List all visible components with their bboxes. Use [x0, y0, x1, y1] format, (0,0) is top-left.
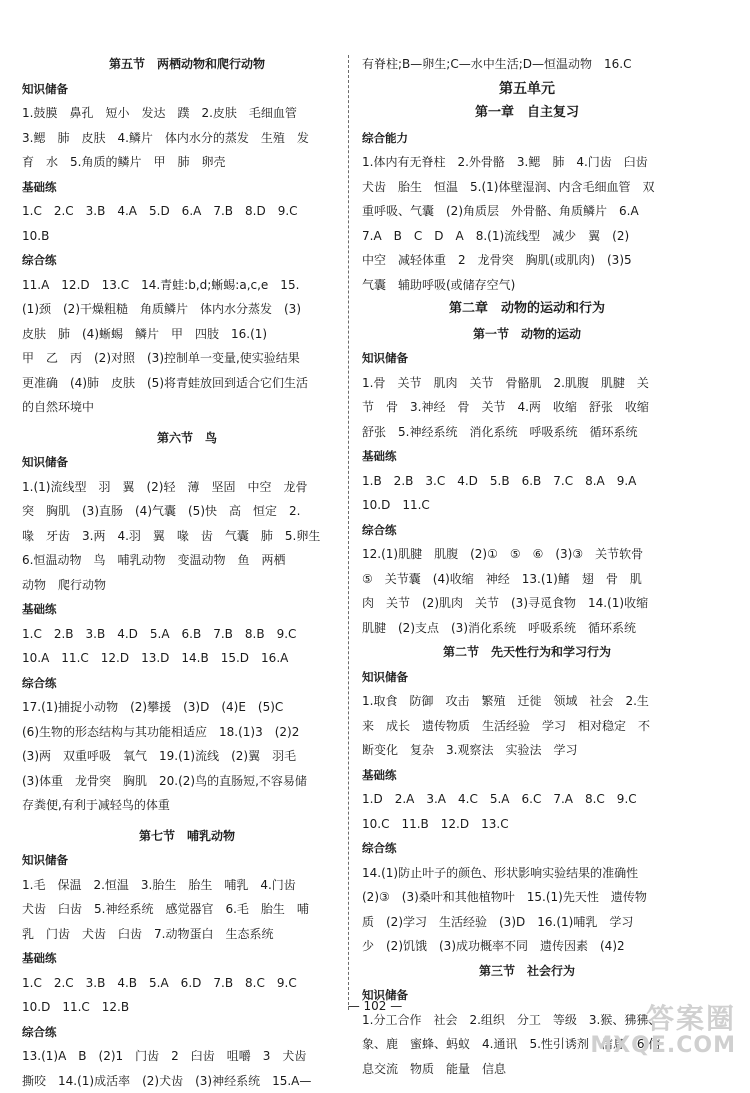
left-column — [22, 52, 352, 1093]
subsection-label: 基础练 — [22, 946, 352, 971]
answer-line: 撕咬 14.(1)成活率 (2)犬齿 (3)神经系统 15.A— — [22, 1069, 352, 1093]
answer-line: 存粪便,有利于减轻鸟的体重 — [22, 793, 352, 818]
subsection-label: 综合练 — [22, 248, 352, 273]
answer-line: 节 骨 3.神经 骨 关节 4.两 收缩 舒张 收缩 — [362, 395, 692, 420]
answer-line: 1.D 2.A 3.A 4.C 5.A 6.C 7.A 8.C 9.C — [362, 787, 692, 812]
answer-line: 突 胸肌 (3)直肠 (4)气囊 (5)快 高 恒定 2. — [22, 499, 352, 524]
answer-line: 3.鳃 肺 皮肤 4.鳞片 体内水分的蒸发 生殖 发 — [22, 126, 352, 151]
answer-line: (6)生物的形态结构与其功能相适应 18.(1)3 (2)2 — [22, 720, 352, 745]
answer-line: 1.B 2.B 3.C 4.D 5.B 6.B 7.C 8.A 9.A — [362, 469, 692, 494]
answer-line: 来 成长 遗传物质 生活经验 学习 相对稳定 不 — [362, 714, 692, 739]
section-heading: 第七节 哺乳动物 — [22, 824, 352, 849]
answer-line: 7.A B C D A 8.(1)流线型 减少 翼 (2) — [362, 224, 692, 249]
answer-line: 1.(1)流线型 羽 翼 (2)轻 薄 坚固 中空 龙骨 — [22, 475, 352, 500]
answer-line: 乳 门齿 犬齿 臼齿 7.动物蛋白 生态系统 — [22, 922, 352, 947]
answer-line: 11.A 12.D 13.C 14.青蛙:b,d;蜥蜴:a,c,e 15. — [22, 273, 352, 298]
unit-heading: 第五单元 — [362, 77, 692, 102]
answer-line: 10.D 11.C 12.B — [22, 995, 352, 1020]
subsection-label: 综合能力 — [362, 126, 692, 151]
section-heading: 第六节 鸟 — [22, 426, 352, 451]
answer-line: 10.A 11.C 12.D 13.D 14.B 15.D 16.A — [22, 646, 352, 671]
page-number: — 102 — — [0, 997, 750, 1015]
subsection-label: 基础练 — [22, 175, 352, 200]
answer-line: 1.C 2.C 3.B 4.B 5.A 6.D 7.B 8.C 9.C — [22, 971, 352, 996]
answer-line: 6.恒温动物 鸟 哺乳动物 变温动物 鱼 两栖 — [22, 548, 352, 573]
chapter-heading: 第二章 动物的运动和行为 — [362, 297, 692, 322]
subsection-label: 综合练 — [22, 671, 352, 696]
answer-line: 12.(1)肌腱 肌腹 (2)① ⑤ ⑥ (3)③ 关节软骨 — [362, 542, 692, 567]
answer-line: 10.C 11.B 12.D 13.C — [362, 812, 692, 837]
answer-line: 1.取食 防御 攻击 繁殖 迁徙 领域 社会 2.生 — [362, 689, 692, 714]
answer-line: (3)两 双重呼吸 氧气 19.(1)流线 (2)翼 羽毛 — [22, 744, 352, 769]
answer-line: 1.毛 保温 2.恒温 3.胎生 胎生 哺乳 4.门齿 — [22, 873, 352, 898]
answer-line: (2)③ (3)桑叶和其他植物叶 15.(1)先天性 遗传物 — [362, 885, 692, 910]
answer-line: 14.(1)防止叶子的颜色、形状影响实验结果的准确性 — [362, 861, 692, 886]
answer-line: 更准确 (4)肺 皮肤 (5)将青蛙放回到适合它们生活 — [22, 371, 352, 396]
answer-line: 有脊柱;B—卵生;C—水中生活;D—恒温动物 16.C — [362, 52, 692, 77]
subsection-label: 知识储备 — [22, 848, 352, 873]
chapter-heading: 第一章 自主复习 — [362, 101, 692, 126]
answer-line: 肉 关节 (2)肌肉 关节 (3)寻觅食物 14.(1)收缩 — [362, 591, 692, 616]
answer-line: 喙 牙齿 3.两 4.羽 翼 喙 齿 气囊 肺 5.卵生 — [22, 524, 352, 549]
answer-line: 断变化 复杂 3.观察法 实验法 学习 — [362, 738, 692, 763]
section-heading: 第五节 两栖动物和爬行动物 — [22, 52, 352, 77]
answer-line: 重呼吸、气囊 (2)角质层 外骨骼、角质鳞片 6.A — [362, 199, 692, 224]
answer-line: 1.分工合作 社会 2.组织 分工 等级 3.猴、狒狒、 — [362, 1008, 692, 1033]
answer-line: 的自然环境中 — [22, 395, 352, 420]
answer-line: ⑤ 关节囊 (4)收缩 神经 13.(1)鳍 翅 骨 肌 — [362, 567, 692, 592]
answer-line: 质 (2)学习 生活经验 (3)D 16.(1)哺乳 学习 — [362, 910, 692, 935]
answer-line: 肌腱 (2)支点 (3)消化系统 呼吸系统 循环系统 — [362, 616, 692, 641]
answer-line: 13.(1)A B (2)1 门齿 2 臼齿 咀嚼 3 犬齿 — [22, 1044, 352, 1069]
column-divider — [348, 55, 349, 1010]
subsection-label: 基础练 — [362, 763, 692, 788]
answer-line: 犬齿 臼齿 5.神经系统 感觉器官 6.毛 胎生 哺 — [22, 897, 352, 922]
answer-line: 甲 乙 丙 (2)对照 (3)控制单一变量,使实验结果 — [22, 346, 352, 371]
section-heading: 第二节 先天性行为和学习行为 — [362, 640, 692, 665]
answer-line: 舒张 5.神经系统 消化系统 呼吸系统 循环系统 — [362, 420, 692, 445]
subsection-label: 基础练 — [362, 444, 692, 469]
subsection-label: 知识储备 — [362, 346, 692, 371]
answer-line: (3)体重 龙骨突 胸肌 20.(2)鸟的直肠短,不容易储 — [22, 769, 352, 794]
answer-line: 1.骨 关节 肌肉 关节 骨骼肌 2.肌腹 肌腱 关 — [362, 371, 692, 396]
answer-line: 10.D 11.C — [362, 493, 692, 518]
section-heading: 第三节 社会行为 — [362, 959, 692, 984]
subsection-label: 综合练 — [362, 518, 692, 543]
answer-line: 1.C 2.C 3.B 4.A 5.D 6.A 7.B 8.D 9.C — [22, 199, 352, 224]
answer-line: 中空 减轻体重 2 龙骨突 胸肌(或肌肉) (3)5 — [362, 248, 692, 273]
subsection-label: 综合练 — [22, 1020, 352, 1045]
subsection-label: 知识储备 — [22, 77, 352, 102]
subsection-label: 综合练 — [362, 836, 692, 861]
watermark-logo — [590, 1004, 736, 1058]
right-column — [362, 52, 692, 1081]
subsection-label: 知识储备 — [22, 450, 352, 475]
answer-line: 1.C 2.B 3.B 4.D 5.A 6.B 7.B 8.B 9.C — [22, 622, 352, 647]
answer-line: 少 (2)饥饿 (3)成功概率不同 遗传因素 (4)2 — [362, 934, 692, 959]
subsection-label: 知识储备 — [362, 665, 692, 690]
answer-line: 象、鹿 蜜蜂、蚂蚁 4.通讯 5.性引诱剂 信息 6.信 — [362, 1032, 692, 1057]
watermark-line2: MXQE.COM — [590, 1034, 736, 1058]
answer-line: 1.体内有无脊柱 2.外骨骼 3.鳃 肺 4.门齿 臼齿 — [362, 150, 692, 175]
answer-line: 17.(1)捕捉小动物 (2)攀援 (3)D (4)E (5)C — [22, 695, 352, 720]
answer-line: 1.鼓膜 鼻孔 短小 发达 蹼 2.皮肤 毛细血管 — [22, 101, 352, 126]
subsection-label: 知识储备 — [362, 983, 692, 1008]
answer-line: (1)颈 (2)干燥粗糙 角质鳞片 体内水分蒸发 (3) — [22, 297, 352, 322]
answer-line: 10.B — [22, 224, 352, 249]
answer-line: 气囊 辅助呼吸(或储存空气) — [362, 273, 692, 298]
answer-line: 育 水 5.角质的鳞片 甲 肺 卵壳 — [22, 150, 352, 175]
answer-line: 皮肤 肺 (4)蜥蜴 鳞片 甲 四肢 16.(1) — [22, 322, 352, 347]
answer-line: 动物 爬行动物 — [22, 573, 352, 598]
answer-line: 犬齿 胎生 恒温 5.(1)体壁湿润、内含毛细血管 双 — [362, 175, 692, 200]
section-heading: 第一节 动物的运动 — [362, 322, 692, 347]
watermark-line1: 答案圈 — [590, 1004, 736, 1034]
answer-line: 息交流 物质 能量 信息 — [362, 1057, 692, 1082]
subsection-label: 基础练 — [22, 597, 352, 622]
